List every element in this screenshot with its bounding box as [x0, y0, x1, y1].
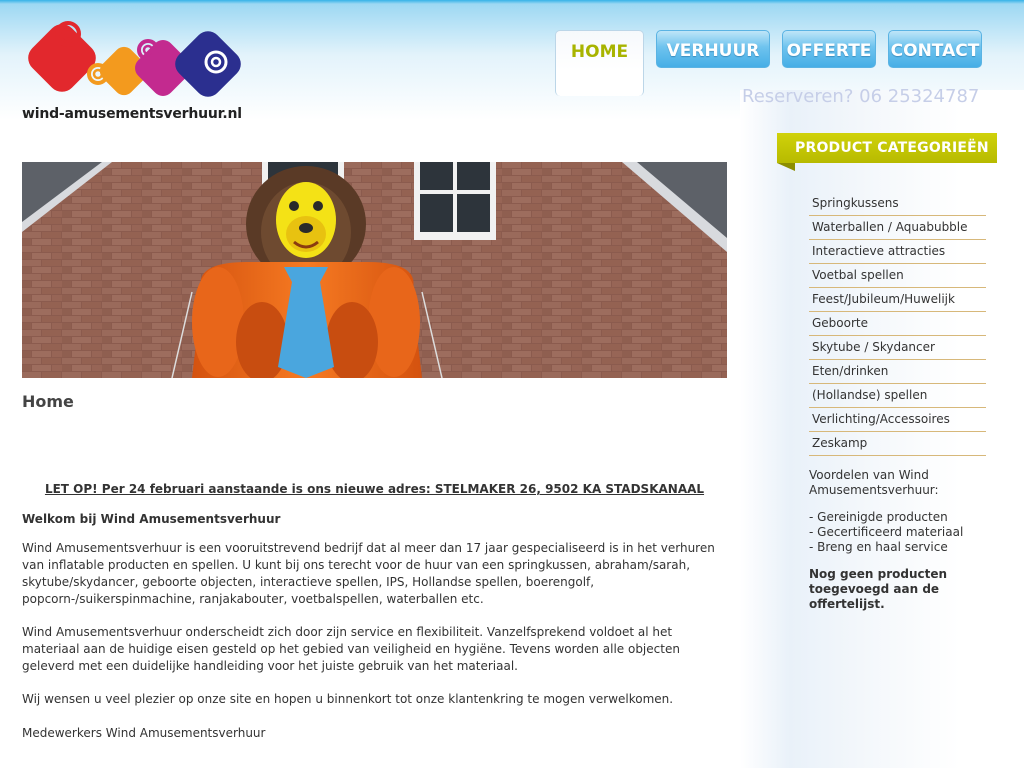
- category-list: [809, 192, 986, 456]
- address-notice: LET OP! Per 24 februari aanstaande is ons nieuwe adres: STELMAKER 26, 9502 KA STADSKANAAL: [44, 482, 705, 496]
- spacer: [809, 498, 989, 510]
- signature-text: Medewerkers Wind Amusementsverhuur: [22, 726, 266, 740]
- nav-verhuur-tab[interactable]: VERHUUR: [656, 30, 770, 68]
- category-zeskamp[interactable]: Zeskamp: [809, 432, 986, 456]
- welcome-paragraph: Wij wensen u veel plezier op onze site en hopen u binnenkort tot onze klantenkring te mogen verwelkomen.: [22, 692, 674, 706]
- benefit-item: - Gereinigde producten: [809, 510, 948, 524]
- quote-list-empty-note: Nog geen producten toegevoegd aan de offertelijst.: [809, 567, 948, 611]
- benefit-item: - Breng en haal service: [809, 540, 948, 554]
- logo-icon: [20, 16, 250, 108]
- nav-home-tab[interactable]: HOME: [555, 30, 644, 96]
- service-paragraph: Wind Amusementsverhuur onderscheidt zich door zijn service en flexibiliteit. Vanzelfsprekend voldoet al het materiaal aan de huidige eisen gesteld op het gebied van veiligheid en hygiëne. Tevens worden alle objecten geleverd met een duidelijke handleiding voor het juiste gebruik van het materiaal.: [22, 625, 680, 673]
- benefits-title: Voordelen van Wind Amusementsverhuur:: [809, 468, 939, 497]
- category-voetbal-spellen[interactable]: Voetbal spellen: [809, 264, 986, 288]
- category-waterballen[interactable]: Waterballen / Aquabubble: [809, 216, 986, 240]
- banner-fold: [777, 163, 795, 171]
- intro-paragraph: Wind Amusementsverhuur is een vooruitstrevend bedrijf dat al meer dan 17 jaar gespecialiseerd is in het verhuren van inflatable producten en spellen. U kunt bij ons terecht voor de huur van een springkussen, abraham/sarah, skytube/skydancer, geboorte objecten, interactieve spellen, IPS, Hollandse spellen, boerengolf, popcorn-/suikerspinmachine, ranjakabouter, voetbalspellen, waterballen etc.: [22, 541, 715, 606]
- page-title: Home: [22, 392, 74, 411]
- benefits-block: [809, 468, 989, 555]
- hero-image: [22, 162, 727, 378]
- category-feest-jubileum[interactable]: Feest/Jubileum/Huwelijk: [809, 288, 986, 312]
- category-skytube[interactable]: Skytube / Skydancer: [809, 336, 986, 360]
- category-geboorte[interactable]: Geboorte: [809, 312, 986, 336]
- category-springkussens[interactable]: Springkussens: [809, 192, 986, 216]
- category-interactieve-attracties[interactable]: Interactieve attracties: [809, 240, 986, 264]
- category-eten-drinken[interactable]: Eten/drinken: [809, 360, 986, 384]
- welcome-heading: Welkom bij Wind Amusementsverhuur: [22, 512, 281, 526]
- product-categories-banner: PRODUCT CATEGORIEËN: [777, 133, 997, 163]
- phone-reservation: Reserveren? 06 25324787: [742, 86, 980, 107]
- nav-contact-tab[interactable]: CONTACT: [888, 30, 982, 68]
- benefit-item: - Gecertificeerd materiaal: [809, 525, 964, 539]
- nav-offerte-tab[interactable]: OFFERTE: [782, 30, 876, 68]
- category-hollandse-spellen[interactable]: (Hollandse) spellen: [809, 384, 986, 408]
- category-verlichting[interactable]: Verlichting/Accessoires: [809, 408, 986, 432]
- logo-text: wind-amusementsverhuur.nl: [22, 106, 242, 122]
